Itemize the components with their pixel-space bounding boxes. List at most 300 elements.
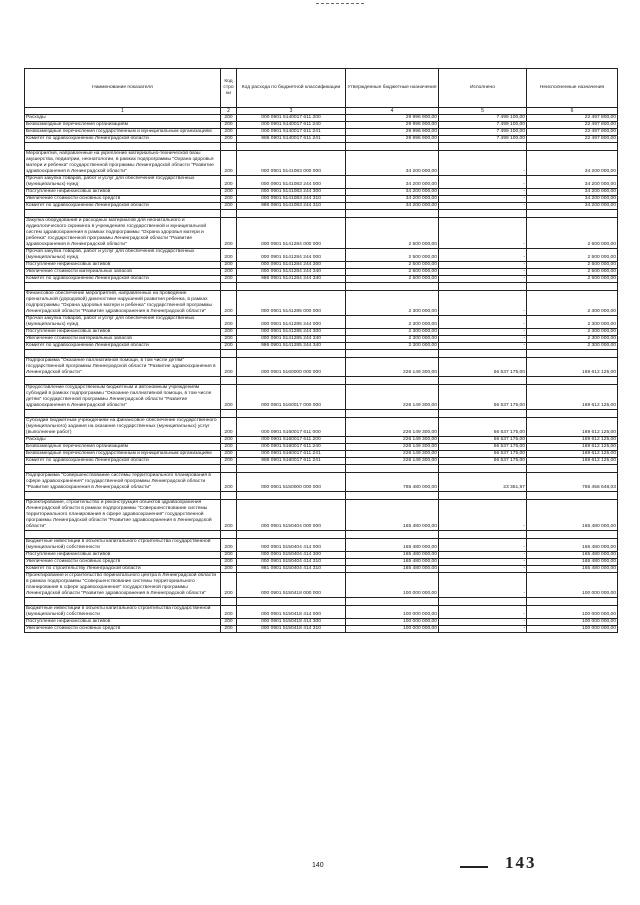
row-line-code: 200 [221, 196, 237, 203]
row-line-code: 200 [221, 418, 237, 437]
empty-cell [439, 377, 527, 385]
table-row [25, 129, 618, 136]
row-budget-code: 000 0901 5150404 000 000 [237, 500, 346, 531]
table-row [25, 276, 618, 283]
row-budget-code: 000 0901 5150000 000 000 [237, 473, 346, 492]
row-line-code: 200 [221, 249, 237, 262]
table-header-row [25, 69, 618, 108]
row-executed: 7 499 100,00 [439, 115, 527, 122]
empty-cell [25, 492, 221, 500]
row-executed: - [439, 619, 527, 626]
row-unexecuted: 165 480 000,00 [527, 566, 618, 573]
row-name: Проектирование и строительство перинатального центра в Ленинградской области в рамках подпрограммы "Совершенствование системы территориального планирования в сфере здравоохранения" государственной программы Ленинградской области "Развитие здравоохранения в Ленинградской области" [25, 573, 221, 598]
empty-cell [346, 377, 439, 385]
empty-cell [439, 350, 527, 358]
row-executed: 56 537 175,00 [439, 385, 527, 410]
empty-cell [439, 598, 527, 606]
empty-cell [527, 143, 618, 151]
row-name: Расходы [25, 115, 221, 122]
empty-cell [527, 283, 618, 291]
row-unexecuted: 2 500 000,00 [527, 218, 618, 249]
row-unexecuted: 165 480 000,00 [527, 552, 618, 559]
row-unexecuted: 2 300 000,00 [527, 329, 618, 336]
row-line-code: 200 [221, 189, 237, 196]
header-index: 3 [237, 108, 346, 115]
table-row [25, 336, 618, 343]
row-line-code: 200 [221, 329, 237, 336]
empty-cell [237, 283, 346, 291]
empty-cell [346, 465, 439, 473]
row-name: Безвозмездные перечисления организациям [25, 444, 221, 451]
row-line-code: 200 [221, 573, 237, 598]
row-executed: - [439, 189, 527, 196]
row-name: Расходы [25, 437, 221, 444]
table-spacer-row [25, 492, 618, 500]
row-line-code: 200 [221, 606, 237, 619]
row-approved: 2 500 000,00 [346, 249, 439, 262]
table-row [25, 343, 618, 350]
row-executed: - [439, 176, 527, 189]
row-budget-code: 000 0901 5140017 611 241 [237, 129, 346, 136]
empty-cell [237, 465, 346, 473]
row-approved: 2 500 000,00 [346, 269, 439, 276]
empty-cell [346, 492, 439, 500]
row-line-code: 200 [221, 539, 237, 552]
row-unexecuted: 22 497 800,00 [527, 115, 618, 122]
row-executed: 56 537 175,00 [439, 458, 527, 465]
row-budget-code: 000 0901 5141284 244 340 [237, 269, 346, 276]
row-unexecuted: 100 000 000,00 [527, 619, 618, 626]
empty-cell [527, 492, 618, 500]
empty-cell [221, 377, 237, 385]
row-line-code: 200 [221, 566, 237, 573]
row-name: Бюджетные инвестиции в объекты капитального строительства государственной (муниципальной) собственности [25, 539, 221, 552]
row-approved: 2 300 000,00 [346, 343, 439, 350]
row-name: Подпрограмма "Совершенствование системы территориального планирования в сфере здравоохранения" государственной программы Ленинградской области "Развитие здравоохранения в Ленинградской области" [25, 473, 221, 492]
row-line-code: 200 [221, 151, 237, 176]
table-row [25, 196, 618, 203]
row-approved: 34 200 000,00 [346, 203, 439, 210]
empty-cell [346, 598, 439, 606]
row-budget-code: 000 0901 5160017 611 200 [237, 437, 346, 444]
row-unexecuted: 34 200 000,00 [527, 189, 618, 196]
row-budget-code: 986 0901 5141284 244 340 [237, 276, 346, 283]
row-budget-code: 000 0901 5150418 414 310 [237, 626, 346, 633]
table-row [25, 573, 618, 598]
row-name: Предоставление государственным бюджетным и автономным учреждениям субсидий в рамках подпрограммы "Оказание паллиативной помощи, в том числе детям" государственной программы Ленинградской области "Развитие здравоохранения в Ленинградской области" [25, 385, 221, 410]
row-name: Субсидии бюджетным учреждениям на финансовое обеспечение государственного (муниципального) задания на оказание государственных (муниципальных) услуг (выполнение работ) [25, 418, 221, 437]
row-name: Закупка оборудования и расходных материалов для неонатального и аудиологического скрининга в учреждениях государственной и муниципальной систем здравоохранения в рамках подпрограммы "Охрана здоровья матери и ребенка" государственной программы Ленинградской области "Развитие здравоохранения в Ленинградской области" [25, 218, 221, 249]
budget-execution-table [24, 68, 618, 633]
scan-mark [316, 3, 364, 7]
row-budget-code: 000 0901 5160000 000 000 [237, 358, 346, 377]
header-approved: Утвержденные бюджетные назначения [346, 69, 439, 108]
row-name: Прочая закупка товаров, работ и услуг для обеспечения государственных (муниципальных) нужд [25, 316, 221, 329]
row-executed: - [439, 329, 527, 336]
table-row [25, 418, 618, 437]
row-executed: - [439, 539, 527, 552]
empty-cell [25, 410, 221, 418]
table-row [25, 316, 618, 329]
table-row [25, 626, 618, 633]
row-executed: 7 499 100,00 [439, 136, 527, 143]
empty-cell [25, 377, 221, 385]
table-spacer-row [25, 283, 618, 291]
row-name: Комитет по строительству Ленинградской области [25, 566, 221, 573]
table-row [25, 539, 618, 552]
row-budget-code: 000 0901 5150418 000 000 [237, 573, 346, 598]
table-row [25, 189, 618, 196]
row-budget-code: 000 0901 5141083 000 000 [237, 151, 346, 176]
row-line-code: 200 [221, 269, 237, 276]
table-row [25, 458, 618, 465]
row-approved: 29 996 900,00 [346, 136, 439, 143]
row-approved: 765 480 000,00 [346, 473, 439, 492]
row-approved: 165 480 000,00 [346, 500, 439, 531]
row-name: Увеличение стоимости основных средств [25, 559, 221, 566]
row-executed: 56 537 175,00 [439, 358, 527, 377]
empty-cell [439, 410, 527, 418]
row-executed: 7 499 100,00 [439, 122, 527, 129]
empty-cell [527, 465, 618, 473]
empty-cell [346, 283, 439, 291]
row-executed: - [439, 218, 527, 249]
budget-table-container [24, 68, 617, 633]
row-approved: 100 000 000,00 [346, 619, 439, 626]
row-name: Прочая закупка товаров, работ и услуг для обеспечения государственных (муниципальных) нужд [25, 249, 221, 262]
row-approved: 100 000 000,00 [346, 573, 439, 598]
row-unexecuted: 100 000 000,00 [527, 606, 618, 619]
row-executed: - [439, 500, 527, 531]
row-name: Безвозмездные перечисления организациям [25, 122, 221, 129]
row-budget-code: 000 0901 5141083 244 000 [237, 176, 346, 189]
row-executed: - [439, 249, 527, 262]
table-row [25, 385, 618, 410]
row-budget-code: 981 0901 5150404 414 310 [237, 566, 346, 573]
header-index: 5 [439, 108, 527, 115]
header-executed: Исполнено [439, 69, 527, 108]
row-name: Поступление нефинансовых активов [25, 619, 221, 626]
empty-cell [439, 465, 527, 473]
row-executed: - [439, 573, 527, 598]
row-approved: 34 200 000,00 [346, 189, 439, 196]
table-row [25, 500, 618, 531]
table-row [25, 451, 618, 458]
row-line-code: 200 [221, 176, 237, 189]
row-line-code: 200 [221, 619, 237, 626]
row-budget-code: 000 0901 5141083 244 300 [237, 189, 346, 196]
empty-cell [527, 598, 618, 606]
table-row [25, 115, 618, 122]
table-row [25, 136, 618, 143]
empty-cell [221, 598, 237, 606]
row-name: Поступление нефинансовых активов [25, 552, 221, 559]
row-line-code: 200 [221, 336, 237, 343]
table-spacer-row [25, 143, 618, 151]
row-line-code: 200 [221, 444, 237, 451]
row-line-code: 200 [221, 115, 237, 122]
row-budget-code: 986 0901 5141083 244 310 [237, 203, 346, 210]
table-row [25, 566, 618, 573]
row-executed: 56 537 175,00 [439, 444, 527, 451]
row-approved: 2 500 000,00 [346, 262, 439, 269]
row-name: Увеличение стоимости основных средств [25, 626, 221, 633]
row-unexecuted: 2 500 000,00 [527, 276, 618, 283]
row-unexecuted: 169 612 125,00 [527, 418, 618, 437]
row-line-code: 200 [221, 262, 237, 269]
empty-cell [439, 492, 527, 500]
row-line-code: 200 [221, 552, 237, 559]
row-executed: 56 537 175,00 [439, 418, 527, 437]
row-budget-code: 000 0901 5150404 414 000 [237, 539, 346, 552]
table-row [25, 203, 618, 210]
row-unexecuted: 2 500 000,00 [527, 262, 618, 269]
row-unexecuted: 100 000 000,00 [527, 573, 618, 598]
row-executed: - [439, 151, 527, 176]
empty-cell [439, 143, 527, 151]
empty-cell [346, 210, 439, 218]
row-budget-code: 000 0901 5141285 244 300 [237, 329, 346, 336]
row-budget-code: 000 0901 5141083 244 310 [237, 196, 346, 203]
empty-cell [25, 598, 221, 606]
row-unexecuted: 169 612 125,00 [527, 385, 618, 410]
row-unexecuted: 169 612 125,00 [527, 444, 618, 451]
row-executed: - [439, 566, 527, 573]
empty-cell [527, 377, 618, 385]
row-executed: - [439, 196, 527, 203]
table-spacer-row [25, 377, 618, 385]
row-executed: 56 537 175,00 [439, 451, 527, 458]
row-budget-code: 000 0901 5141285 000 000 [237, 291, 346, 316]
row-budget-code: 000 0901 5140017 611 240 [237, 122, 346, 129]
row-unexecuted: 169 612 125,00 [527, 458, 618, 465]
row-unexecuted: 2 500 000,00 [527, 269, 618, 276]
table-spacer-row [25, 598, 618, 606]
row-name: Безвозмездные перечисления государственным и муниципальным организациям [25, 451, 221, 458]
empty-cell [237, 143, 346, 151]
row-executed: - [439, 291, 527, 316]
row-name: Комитет по здравоохранению Ленинградской области [25, 343, 221, 350]
row-unexecuted: 2 500 000,00 [527, 249, 618, 262]
row-line-code: 200 [221, 451, 237, 458]
row-executed: - [439, 606, 527, 619]
row-line-code: 200 [221, 500, 237, 531]
table-row [25, 329, 618, 336]
table-row [25, 552, 618, 559]
row-executed: - [439, 262, 527, 269]
row-approved: 100 000 000,00 [346, 606, 439, 619]
empty-cell [25, 531, 221, 539]
empty-cell [527, 410, 618, 418]
empty-cell [527, 350, 618, 358]
row-name: Поступление нефинансовых активов [25, 189, 221, 196]
table-spacer-row [25, 531, 618, 539]
row-approved: 34 200 000,00 [346, 196, 439, 203]
row-unexecuted: 22 497 800,00 [527, 136, 618, 143]
row-approved: 100 000 000,00 [346, 626, 439, 633]
empty-cell [237, 377, 346, 385]
empty-cell [237, 598, 346, 606]
row-approved: 29 996 900,00 [346, 115, 439, 122]
row-name: Увеличение стоимости материальных запасов [25, 336, 221, 343]
row-line-code: 200 [221, 129, 237, 136]
row-name: Увеличение стоимости основных средств [25, 196, 221, 203]
empty-cell [237, 350, 346, 358]
row-executed: 23 351,97 [439, 473, 527, 492]
table-row [25, 444, 618, 451]
row-approved: 29 996 900,00 [346, 122, 439, 129]
row-executed: - [439, 336, 527, 343]
row-budget-code: 000 0901 5141284 244 300 [237, 262, 346, 269]
table-row [25, 262, 618, 269]
stamped-page-number: 143 [505, 853, 537, 872]
row-approved: 29 996 900,00 [346, 129, 439, 136]
header-kbk: Код расхода по бюджетной классификации [237, 69, 346, 108]
row-budget-code: 000 0901 5141284 244 000 [237, 249, 346, 262]
row-executed: - [439, 316, 527, 329]
row-name: Финансовое обеспечение мероприятий, направленных на проведение пренатальной (дородовой) диагностики нарушений развития ребенка, в рамках подпрограммы "Охрана здоровья матери и ребенка" государственной программы Ленинградской области "Развитие здравоохранения в Ленинградской области" [25, 291, 221, 316]
row-budget-code: 000 0901 5150404 414 310 [237, 559, 346, 566]
row-unexecuted: 22 497 800,00 [527, 122, 618, 129]
row-budget-code: 000 0901 5150404 414 300 [237, 552, 346, 559]
empty-cell [237, 210, 346, 218]
empty-cell [346, 410, 439, 418]
row-approved: 34 200 000,00 [346, 151, 439, 176]
page-number: 140 [312, 862, 324, 869]
empty-cell [439, 210, 527, 218]
row-approved: 226 149 300,00 [346, 451, 439, 458]
row-approved: 165 480 000,00 [346, 539, 439, 552]
empty-cell [439, 531, 527, 539]
row-executed: - [439, 552, 527, 559]
row-name: Увеличение стоимости материальных запасов [25, 269, 221, 276]
empty-cell [237, 410, 346, 418]
empty-cell [25, 143, 221, 151]
empty-cell [527, 531, 618, 539]
table-row [25, 473, 618, 492]
row-approved: 34 200 000,00 [346, 176, 439, 189]
table-row [25, 176, 618, 189]
row-approved: 226 149 300,00 [346, 444, 439, 451]
table-spacer-row [25, 410, 618, 418]
handwritten-dash [460, 866, 488, 868]
row-budget-code: 000 0901 5160017 611 240 [237, 444, 346, 451]
row-line-code: 200 [221, 458, 237, 465]
empty-cell [221, 465, 237, 473]
empty-cell [221, 410, 237, 418]
row-line-code: 200 [221, 203, 237, 210]
row-budget-code: 000 0901 5160017 000 000 [237, 385, 346, 410]
row-unexecuted: 2 300 000,00 [527, 336, 618, 343]
empty-cell [25, 465, 221, 473]
header-index: 4 [346, 108, 439, 115]
row-approved: 2 300 000,00 [346, 336, 439, 343]
row-unexecuted: 34 200 000,00 [527, 203, 618, 210]
empty-cell [346, 350, 439, 358]
table-row [25, 358, 618, 377]
empty-cell [237, 492, 346, 500]
table-row [25, 606, 618, 619]
row-unexecuted: 34 200 000,00 [527, 176, 618, 189]
row-line-code: 200 [221, 559, 237, 566]
row-budget-code: 000 0901 5141285 244 340 [237, 336, 346, 343]
empty-cell [25, 350, 221, 358]
empty-cell [527, 210, 618, 218]
row-approved: 226 149 300,00 [346, 418, 439, 437]
table-spacer-row [25, 465, 618, 473]
row-budget-code: 000 0901 5150418 414 000 [237, 606, 346, 619]
row-executed: - [439, 276, 527, 283]
row-unexecuted: 169 612 125,00 [527, 451, 618, 458]
empty-cell [221, 350, 237, 358]
empty-cell [221, 283, 237, 291]
row-unexecuted: 165 480 000,00 [527, 559, 618, 566]
row-unexecuted: 22 497 800,00 [527, 129, 618, 136]
row-executed: 7 499 100,00 [439, 129, 527, 136]
row-budget-code: 000 0901 5140017 611 200 [237, 115, 346, 122]
row-executed: - [439, 343, 527, 350]
row-name: Безвозмездные перечисления государственным и муниципальным организациям [25, 129, 221, 136]
table-row [25, 269, 618, 276]
row-executed: - [439, 559, 527, 566]
row-name: Комитет по здравоохранению Ленинградской области [25, 276, 221, 283]
empty-cell [439, 283, 527, 291]
empty-cell [237, 531, 346, 539]
row-approved: 226 149 300,00 [346, 437, 439, 444]
row-name: Подпрограмма "Оказание паллиативной помощи, в том числе детям" государственной программы Ленинградской области "Развитие здравоохранения в Ленинградской области" [25, 358, 221, 377]
row-approved: 165 480 000,00 [346, 559, 439, 566]
header-index: 2 [221, 108, 237, 115]
empty-cell [221, 531, 237, 539]
table-row [25, 291, 618, 316]
row-approved: 165 480 000,00 [346, 566, 439, 573]
table-row [25, 249, 618, 262]
row-budget-code: 000 0901 5150418 414 300 [237, 619, 346, 626]
row-line-code: 200 [221, 385, 237, 410]
row-name: Комитет по здравоохранению Ленинградской области [25, 136, 221, 143]
row-name: Поступление нефинансовых активов [25, 262, 221, 269]
row-line-code: 200 [221, 276, 237, 283]
empty-cell [221, 492, 237, 500]
row-line-code: 200 [221, 437, 237, 444]
row-unexecuted: 165 480 000,00 [527, 539, 618, 552]
row-approved: 2 500 000,00 [346, 218, 439, 249]
header-index-row [25, 108, 618, 115]
row-executed: - [439, 203, 527, 210]
empty-cell [25, 283, 221, 291]
row-budget-code: 986 0901 5160017 611 241 [237, 458, 346, 465]
table-row [25, 619, 618, 626]
header-index: 6 [527, 108, 618, 115]
row-executed: 56 537 175,00 [439, 437, 527, 444]
empty-cell [25, 210, 221, 218]
row-budget-code: 986 0901 5141285 244 340 [237, 343, 346, 350]
row-line-code: 200 [221, 136, 237, 143]
row-approved: 165 480 000,00 [346, 552, 439, 559]
row-line-code: 200 [221, 316, 237, 329]
row-unexecuted: 165 480 000,00 [527, 500, 618, 531]
row-name: Бюджетные инвестиции в объекты капитального строительства государственной (муниципальной) собственности [25, 606, 221, 619]
row-approved: 226 149 300,00 [346, 358, 439, 377]
table-row [25, 122, 618, 129]
row-executed: - [439, 269, 527, 276]
row-line-code: 200 [221, 473, 237, 492]
table-row [25, 218, 618, 249]
row-approved: 2 500 000,00 [346, 276, 439, 283]
row-unexecuted: 2 300 000,00 [527, 316, 618, 329]
header-name: Наименование показателя [25, 69, 221, 108]
row-line-code: 200 [221, 343, 237, 350]
